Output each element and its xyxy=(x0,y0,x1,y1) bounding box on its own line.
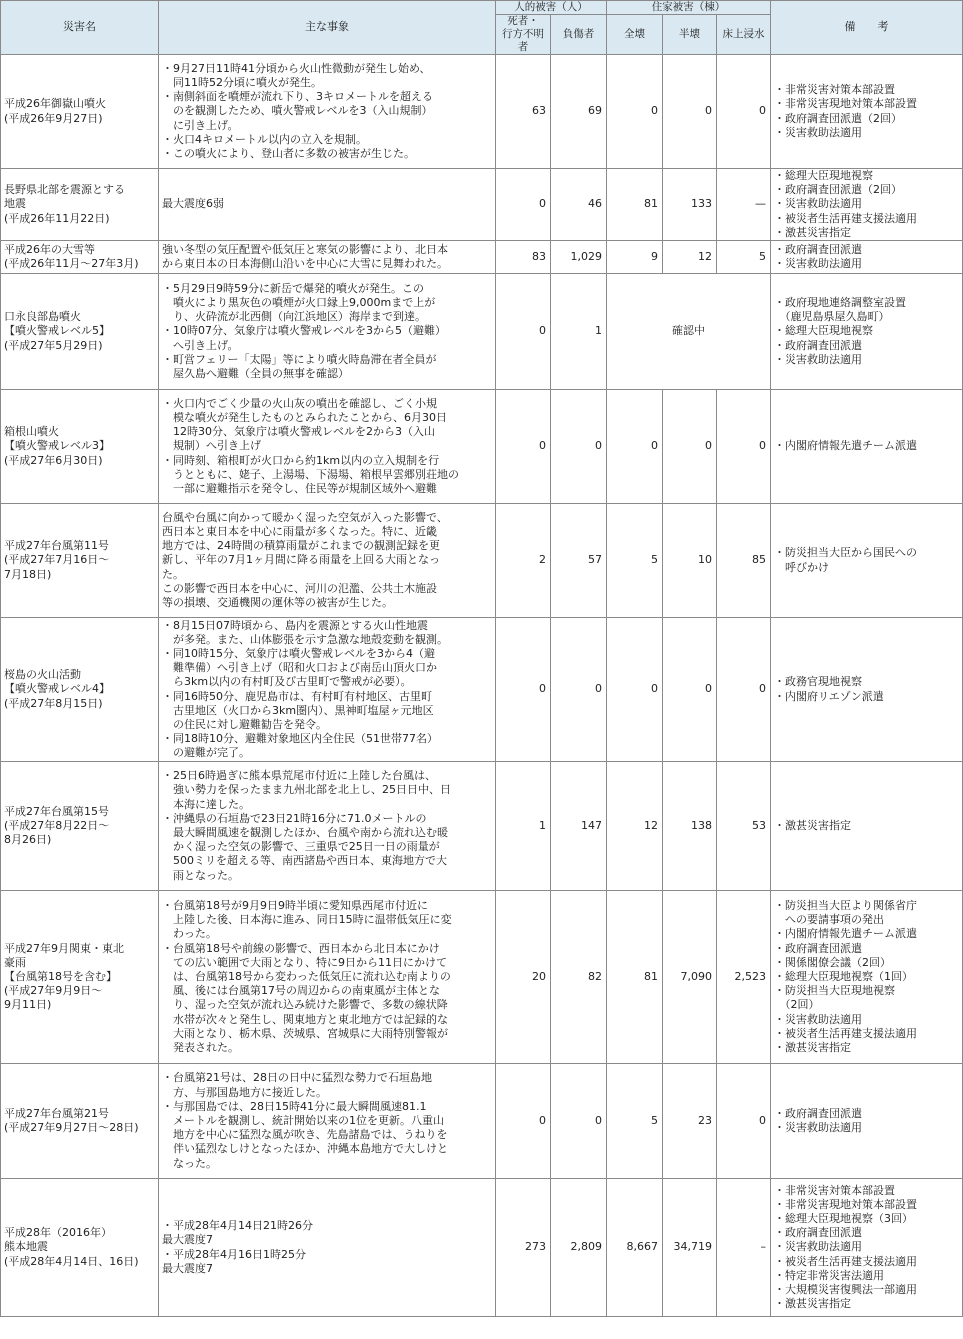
main-events-cell-line: 地方では、24時間の積算雨量がこれまでの観測記録を更 xyxy=(162,539,440,553)
disaster-name-cell xyxy=(1,504,159,618)
main-events-cell-line: ・南側斜面を噴煙が流れ下り、3キロメートルを超える xyxy=(162,90,433,104)
remarks-cell-line: への要請事項の発出 xyxy=(774,913,885,927)
injured-cell: 0 xyxy=(551,390,607,504)
main-events-cell-line: 雨となった。 xyxy=(162,868,239,882)
flooded-cell: – xyxy=(717,1179,771,1317)
disaster-name-cell xyxy=(1,169,159,241)
remarks-cell-line: ・政府調査団派遣 xyxy=(774,338,863,352)
main-events-cell-line: は、台風第18号から変わった低気圧に流れ込む南よりの xyxy=(162,969,451,983)
main-events-cell-line: に引き上げ。 xyxy=(162,118,239,132)
main-events-cell-line: 最大瞬間風速を観測したほか、台風や南から流れ込む暖 xyxy=(162,826,448,840)
main-events-cell-line: り、火砕流が北西側（向江浜地区）海岸まで到達。 xyxy=(162,310,426,324)
disaster-name-cell-line: 地震 xyxy=(4,197,26,211)
remarks-cell xyxy=(771,55,963,169)
remarks-cell-line: （2回） xyxy=(774,998,820,1012)
disaster-name-cell-line: 平成27年台風第11号 xyxy=(4,539,109,553)
disaster-name-cell xyxy=(1,274,159,390)
table-header xyxy=(1,1,963,55)
main-events-cell-line: 噴火により黒灰色の噴煙が火口縁上9,000mまで上が xyxy=(162,296,436,309)
remarks-cell-line: ・非常災害対策本部設置 xyxy=(774,1183,896,1197)
remarks-cell-line: ・災害救助法適用 xyxy=(774,125,863,139)
remarks-cell-line: ・激甚災害指定 xyxy=(774,225,852,239)
main-events-cell-line: から東日本の日本海側山沿いを中心に大雪に見舞われた。 xyxy=(162,257,448,271)
main-events-cell-line: ・台風第18号が9月9日9時半頃に愛知県西尾市付近に xyxy=(162,898,428,912)
main-events-cell xyxy=(159,390,496,504)
housing-damage-merged-cell: 確認中 xyxy=(607,274,771,390)
remarks-cell-line: ・激甚災害指定 xyxy=(774,1040,852,1054)
main-events-cell xyxy=(159,274,496,390)
injured-cell: 57 xyxy=(551,504,607,618)
header-main-events: 主な事象 xyxy=(159,1,496,55)
main-events-cell-line: ・同時刻、箱根町が火口から約1km以内の立入規制を行 xyxy=(162,453,440,467)
remarks-cell-line: ・関係閣僚会議（2回） xyxy=(774,955,892,969)
main-events-cell xyxy=(159,891,496,1064)
flooded-cell: 53 xyxy=(717,762,771,891)
main-events-cell-line: 12時30分、気象庁は噴火警戒レベルを2から3（入山 xyxy=(162,425,435,439)
disaster-name-cell xyxy=(1,1179,159,1317)
disaster-name-cell-line: 桜島の火山活動 xyxy=(4,668,81,682)
flooded-cell: 0 xyxy=(717,55,771,169)
main-events-cell-line: の住民に対し避難勧告を発令。 xyxy=(162,717,327,731)
remarks-cell-line: ・非常災害対策本部設置 xyxy=(774,83,896,97)
table-row xyxy=(1,169,963,241)
remarks-cell-line: （鹿児島県屋久島町） xyxy=(774,310,890,324)
remarks-cell-line: ・大規模災害復興法一部適用 xyxy=(774,1283,918,1297)
total-collapse-cell: 5 xyxy=(607,1064,663,1179)
main-events-cell-line: ・この噴火により、登山者に多数の被害が生じた。 xyxy=(162,147,415,160)
disaster-name-cell-line: 8月26日) xyxy=(4,833,52,847)
main-events-cell-line: 地方を中心に猛烈な風が吹き、先島諸島では、うねりを xyxy=(162,1128,448,1142)
dead-missing-cell: 63 xyxy=(496,55,551,169)
remarks-cell-line: ・非常災害現地対策本部設置 xyxy=(774,97,918,111)
injured-cell: 2,809 xyxy=(551,1179,607,1317)
main-events-cell-line: ・平成28年4月16日1時25分 xyxy=(162,1247,306,1261)
total-collapse-cell: 81 xyxy=(607,891,663,1064)
remarks-cell-line: ・激甚災害指定 xyxy=(774,1297,852,1311)
half-collapse-cell: 138 xyxy=(663,762,717,891)
table-row xyxy=(1,762,963,891)
header-disaster-name: 災害名 xyxy=(1,1,159,55)
remarks-cell-line: ・政府調査団派遣 xyxy=(774,941,863,955)
main-events-cell-line: ・与那国島では、28日15時41分に最大瞬間風速81.1 xyxy=(162,1099,427,1113)
disaster-name-cell-line: 平成27年9月関東・東北 xyxy=(4,941,124,955)
disaster-name-cell xyxy=(1,618,159,762)
remarks-cell-line: ・政府調査団派遣（2回） xyxy=(774,111,903,125)
main-events-cell xyxy=(159,55,496,169)
disaster-name-cell-line: (平成27年7月16日～ xyxy=(4,553,110,567)
dead-missing-cell: 20 xyxy=(496,891,551,1064)
half-collapse-cell: 7,090 xyxy=(663,891,717,1064)
dead-missing-cell: 0 xyxy=(496,169,551,241)
main-events-cell-line: うとともに、姥子、上湯場、下湯場、箱根早雲郷別荘地の xyxy=(162,467,459,481)
half-collapse-cell: 0 xyxy=(663,55,717,169)
main-events-cell-line: この影響で西日本を中心に、河川の氾濫、公共土木施設 xyxy=(162,581,437,595)
main-events-cell-line: ・同10時15分、気象庁は噴火警戒レベルを3から4（避 xyxy=(162,646,435,660)
disaster-name-cell-line: 9月11日) xyxy=(4,998,52,1012)
injured-cell: 82 xyxy=(551,891,607,1064)
table-row xyxy=(1,1179,963,1317)
remarks-cell-line: ・災害救助法適用 xyxy=(774,352,863,366)
remarks-cell-line: ・政府調査団派遣 xyxy=(774,242,863,256)
main-events-cell-line: り、湿った空気が流れ込み続けた影響で、多数の線状降 xyxy=(162,998,448,1012)
main-events-cell-line: の避難が完了。 xyxy=(162,746,250,760)
disaster-name-cell-line: (平成27年8月15日) xyxy=(4,696,103,710)
remarks-cell-line: ・特定非常災害法適用 xyxy=(774,1268,885,1282)
main-events-cell-line: ての広い範囲で大雨となり、特に9日から11日にかけて xyxy=(162,955,447,969)
main-events-cell-line: 方、与那国島地方に接近した。 xyxy=(162,1085,327,1099)
main-events-cell-line: 大雨となり、栃木県、茨城県、宮城県に大雨特別警報が xyxy=(162,1026,448,1040)
remarks-cell-line: ・防災担当大臣より関係省庁 xyxy=(774,898,918,912)
remarks-cell-line: ・被災者生活再建支援法適用 xyxy=(774,1026,918,1040)
remarks-cell xyxy=(771,169,963,241)
disaster-name-cell-line: (平成28年4月14日、16日) xyxy=(4,1254,139,1268)
main-events-cell xyxy=(159,1064,496,1179)
injured-cell: 147 xyxy=(551,762,607,891)
disaster-name-cell xyxy=(1,390,159,504)
remarks-cell-line: ・内閣府情報先遣チーム派遣 xyxy=(774,927,918,941)
flooded-cell: 0 xyxy=(717,1064,771,1179)
main-events-cell-line: ・火口4キロメートル以内の立入を規制。 xyxy=(162,132,367,146)
main-events-cell-line: ・同16時50分、鹿児島市は、有村町有村地区、古里町 xyxy=(162,689,432,703)
header-total-collapse: 全壊 xyxy=(607,15,663,55)
total-collapse-cell: 0 xyxy=(607,55,663,169)
disaster-name-cell-line: 平成28年（2016年） xyxy=(4,1226,112,1240)
main-events-cell-line: ・10時07分、気象庁は噴火警戒レベルを3から5（避難） xyxy=(162,324,446,338)
disaster-name-cell xyxy=(1,1064,159,1179)
half-collapse-cell: 0 xyxy=(663,618,717,762)
disaster-name-cell-line: (平成26年9月27日) xyxy=(4,111,103,125)
remarks-cell xyxy=(771,241,963,274)
main-events-cell-line: 新し、平年の7月1ヶ月間に降る雨量を上回る大雨となっ xyxy=(162,553,440,567)
remarks-cell xyxy=(771,390,963,504)
injured-cell: 69 xyxy=(551,55,607,169)
main-events-cell-line: 等の損壊、交通機関の運休等の被害が生じた。 xyxy=(162,596,393,610)
remarks-cell-line: ・災害救助法適用 xyxy=(774,1012,863,1026)
header-dead-missing: 死者・ 行方不明者 xyxy=(496,15,551,55)
main-events-cell-line: 古里地区（火口から3km圏内）、黒神町塩屋ヶ元地区 xyxy=(162,703,434,717)
remarks-cell-line: ・総理大臣現地視察（3回） xyxy=(774,1212,914,1225)
table-row xyxy=(1,891,963,1064)
disaster-name-cell-line: (平成27年9月9日～ xyxy=(4,984,103,998)
main-events-cell xyxy=(159,169,496,241)
dead-missing-cell: 0 xyxy=(496,274,551,390)
dead-missing-cell: 273 xyxy=(496,1179,551,1317)
main-events-cell-line: 台風や台風に向かって暖かく湿った空気が入った影響で、 xyxy=(162,510,448,524)
remarks-cell-line: ・非常災害現地対策本部設置 xyxy=(774,1197,918,1211)
disaster-name-cell-line: 長野県北部を震源とする xyxy=(4,183,125,197)
header-housing-damage: 住家被害（棟） xyxy=(607,1,771,15)
remarks-cell xyxy=(771,1064,963,1179)
flooded-cell: 2,523 xyxy=(717,891,771,1064)
main-events-cell-line: 風、後には台風第17号の周辺からの南東風が主体とな xyxy=(162,984,440,998)
injured-cell: 0 xyxy=(551,618,607,762)
total-collapse-cell: 0 xyxy=(607,390,663,504)
main-events-cell-line: ・25日6時過ぎに熊本県荒尾市付近に上陸した台風は、 xyxy=(162,769,436,783)
main-events-cell-line: ・5月29日9時59分に新岳で爆発的噴火が発生。この xyxy=(162,281,424,295)
main-events-cell-line: 屋久島へ避難（全員の無事を確認） xyxy=(162,367,349,381)
remarks-cell-line: ・災害救助法適用 xyxy=(774,1121,863,1135)
table-row xyxy=(1,274,963,390)
injured-cell: 1,029 xyxy=(551,241,607,274)
total-collapse-cell: 12 xyxy=(607,762,663,891)
disaster-name-cell xyxy=(1,891,159,1064)
half-collapse-cell: 34,719 xyxy=(663,1179,717,1317)
remarks-cell-line: ・政務官現地視察 xyxy=(774,675,863,689)
main-events-cell-line: ・台風第21号は、28日の日中に猛烈な勢力で石垣島地 xyxy=(162,1071,432,1085)
table-row xyxy=(1,618,963,762)
main-events-cell-line: ら3km以内の有村町及び古里町で警戒が必要）。 xyxy=(162,675,412,689)
total-collapse-cell: 8,667 xyxy=(607,1179,663,1317)
remarks-cell xyxy=(771,504,963,618)
remarks-cell-line: ・政府調査団派遣（2回） xyxy=(774,183,903,197)
main-events-cell-line: 強い勢力を保ったまま九州北部を北上し、25日日中、日 xyxy=(162,783,451,797)
half-collapse-cell: 23 xyxy=(663,1064,717,1179)
main-events-cell xyxy=(159,241,496,274)
table-row xyxy=(1,241,963,274)
remarks-cell-line: ・総理大臣現地視察 xyxy=(774,324,874,338)
disaster-name-cell-line: 7月18日) xyxy=(4,567,52,581)
disaster-name-cell-line: 【噴火警戒レベル3】 xyxy=(4,439,110,453)
flooded-cell: 85 xyxy=(717,504,771,618)
remarks-cell xyxy=(771,762,963,891)
main-events-cell-line: ・9月27日11時41分頃から火山性微動が発生し始め、 xyxy=(162,61,431,75)
disaster-name-cell-line: 平成27年台風第15号 xyxy=(4,804,109,818)
main-events-cell-line: 水帯が次々と発生し、関東地方と東北地方では記録的な xyxy=(162,1012,448,1026)
remarks-cell-line: ・政府調査団派遣 xyxy=(774,1106,863,1120)
main-events-cell-line: へ引き上げ。 xyxy=(162,338,239,352)
half-collapse-cell: 12 xyxy=(663,241,717,274)
disaster-name-cell xyxy=(1,241,159,274)
table-row xyxy=(1,504,963,618)
main-events-cell-line: 発表された。 xyxy=(162,1040,239,1054)
main-events-cell-line: ・同18時10分、避難対象地区内全住民（51世帯77名） xyxy=(162,732,438,746)
disaster-name-cell-line: 豪雨 xyxy=(4,955,26,969)
main-events-cell-line: 最大震度7 xyxy=(162,1261,213,1275)
main-events-cell-line: 伴い猛烈なしけとなったほか、沖縄本島地方で大しけと xyxy=(162,1142,448,1156)
remarks-cell-line: ・被災者生活再建支援法適用 xyxy=(774,211,918,225)
flooded-cell: 0 xyxy=(717,390,771,504)
main-events-cell-line: 500ミリを超える等、南西諸島や西日本、東海地方で大 xyxy=(162,854,447,868)
total-collapse-cell: 9 xyxy=(607,241,663,274)
remarks-cell xyxy=(771,618,963,762)
disaster-name-cell-line: 平成26年御嶽山噴火 xyxy=(4,97,106,111)
main-events-cell-line: 最大震度6弱 xyxy=(162,197,224,211)
disaster-name-cell-line: 箱根山噴火 xyxy=(4,425,59,439)
half-collapse-cell: 10 xyxy=(663,504,717,618)
dead-missing-cell: 83 xyxy=(496,241,551,274)
remarks-cell-line: ・防災担当大臣現地視察 xyxy=(774,984,896,998)
main-events-cell-line: 模な噴火が発生したものとみられたことから、6月30日 xyxy=(162,411,447,424)
disaster-name-cell-line: 熊本地震 xyxy=(4,1240,48,1254)
remarks-cell-line: ・防災担当大臣から国民への xyxy=(774,546,918,560)
main-events-cell-line: 最大震度7 xyxy=(162,1233,213,1247)
remarks-cell xyxy=(771,891,963,1064)
remarks-cell xyxy=(771,274,963,390)
main-events-cell xyxy=(159,504,496,618)
main-events-cell-line: た。 xyxy=(162,567,184,581)
remarks-cell-line: ・総理大臣現地視察（1回） xyxy=(774,969,914,983)
disaster-name-cell-line: 【台風第18号を含む】 xyxy=(4,969,117,983)
remarks-cell-line: ・災害救助法適用 xyxy=(774,197,863,211)
main-events-cell-line: 本海に達した。 xyxy=(162,797,250,811)
flooded-cell: 0 xyxy=(717,618,771,762)
dead-missing-cell: 0 xyxy=(496,618,551,762)
table-row xyxy=(1,1064,963,1179)
main-events-cell-line: 強い冬型の気圧配置や低気圧と寒気の影響により、北日本 xyxy=(162,242,448,256)
main-events-cell-line: ・火口内でごく少量の火山灰の噴出を確認し、ごく小規 xyxy=(162,396,437,410)
disaster-name-cell-line: (平成27年8月22日～ xyxy=(4,818,110,832)
dead-missing-cell: 0 xyxy=(496,390,551,504)
disaster-name-cell-line: 平成26年の大雪等 xyxy=(4,242,95,256)
dead-missing-cell: 1 xyxy=(496,762,551,891)
main-events-cell-line: 同11時52分頃に噴火が発生。 xyxy=(162,75,322,89)
table-body xyxy=(1,55,963,1317)
main-events-cell-line: 上陸した後、日本海に進み、同日15時に温帯低気圧に変 xyxy=(162,913,452,927)
flooded-cell: — xyxy=(717,169,771,241)
header-half-collapse: 半壊 xyxy=(663,15,717,55)
main-events-cell-line: が多発。また、山体膨張を示す急激な地殻変動を観測。 xyxy=(162,632,448,646)
header-flooded: 床上浸水 xyxy=(717,15,771,55)
total-collapse-cell: 0 xyxy=(607,618,663,762)
header-remarks: 備 考 xyxy=(771,1,963,55)
main-events-cell-line: なった。 xyxy=(162,1156,217,1170)
remarks-cell xyxy=(771,1179,963,1317)
remarks-cell-line: 呼びかけ xyxy=(774,560,830,574)
remarks-cell-line: ・政府現地連絡調整室設置 xyxy=(774,296,907,309)
main-events-cell xyxy=(159,762,496,891)
main-events-cell-line: ・平成28年4月14日21時26分 xyxy=(162,1219,313,1233)
main-events-cell xyxy=(159,618,496,762)
disaster-name-cell-line: 【噴火警戒レベル4】 xyxy=(4,682,110,696)
remarks-cell-line: ・内閣府リエゾン派遣 xyxy=(774,689,884,703)
main-events-cell-line: ・町営フェリー「太陽」等により噴火時島滞在者全員が xyxy=(162,352,437,366)
disaster-name-cell-line: 口永良部島噴火 xyxy=(4,310,81,324)
remarks-cell-line: ・総理大臣現地視察 xyxy=(774,169,874,182)
main-events-cell-line: のを観測したため、噴火警戒レベルを3（入山規制） xyxy=(162,104,433,118)
dead-missing-cell: 0 xyxy=(496,1064,551,1179)
half-collapse-cell: 133 xyxy=(663,169,717,241)
disaster-name-cell-line: (平成26年11月～27年3月) xyxy=(4,257,139,271)
remarks-cell-line: ・内閣府情報先遣チーム派遣 xyxy=(774,439,918,453)
total-collapse-cell: 81 xyxy=(607,169,663,241)
injured-cell: 46 xyxy=(551,169,607,241)
table-row xyxy=(1,390,963,504)
total-collapse-cell: 5 xyxy=(607,504,663,618)
disaster-name-cell-line: (平成27年9月27日～28日) xyxy=(4,1121,139,1135)
header-injured: 負傷者 xyxy=(551,15,607,55)
main-events-cell-line: 規制）へ引き上げ xyxy=(162,439,261,453)
main-events-cell-line: ・8月15日07時頃から、島内を震源とする火山性地震 xyxy=(162,618,428,632)
main-events-cell-line: かく湿った空気の影響で、三重県で25日一日の雨量が xyxy=(162,840,440,854)
disaster-name-cell-line: (平成27年6月30日) xyxy=(4,453,103,467)
main-events-cell-line: ・台風第18号や前線の影響で、西日本から北日本にかけ xyxy=(162,941,440,955)
disaster-name-cell-line: (平成27年5月29日) xyxy=(4,338,103,352)
half-collapse-cell: 0 xyxy=(663,390,717,504)
disaster-name-cell xyxy=(1,762,159,891)
main-events-cell-line: メートルを観測し、統計開始以来の1位を更新。八重山 xyxy=(162,1113,444,1127)
disaster-name-cell-line: (平成26年11月22日) xyxy=(4,211,110,225)
dead-missing-cell: 2 xyxy=(496,504,551,618)
table-row xyxy=(1,55,963,169)
main-events-cell-line: ・沖縄県の石垣島で23日21時16分に71.0メートルの xyxy=(162,811,427,825)
main-events-cell-line: 難準備）へ引き上げ（昭和火口および南岳山頂火口か xyxy=(162,661,437,675)
disaster-name-cell-line: 【噴火警戒レベル5】 xyxy=(4,324,110,338)
remarks-cell-line: ・政府調査団派遣 xyxy=(774,1226,863,1240)
main-events-cell-line: わった。 xyxy=(162,927,217,941)
remarks-cell-line: ・激甚災害指定 xyxy=(774,818,852,832)
main-events-cell xyxy=(159,1179,496,1317)
remarks-cell-line: ・被災者生活再建支援法適用 xyxy=(774,1254,918,1268)
main-events-cell-line: 西日本と東日本を中心に雨量が多くなった。特に、近畿 xyxy=(162,525,437,538)
flooded-cell: 5 xyxy=(717,241,771,274)
injured-cell: 1 xyxy=(551,274,607,390)
remarks-cell-line: ・災害救助法適用 xyxy=(774,257,863,271)
header-human-damage: 人的被害（人） xyxy=(496,1,607,15)
main-events-cell-line: 一部に避難指示を発令し、住民等が規制区域外へ避難 xyxy=(162,482,437,496)
injured-cell: 0 xyxy=(551,1064,607,1179)
disaster-name-cell xyxy=(1,55,159,169)
remarks-cell-line: ・災害救助法適用 xyxy=(774,1240,863,1254)
disaster-name-cell-line: 平成27年台風第21号 xyxy=(4,1106,109,1120)
